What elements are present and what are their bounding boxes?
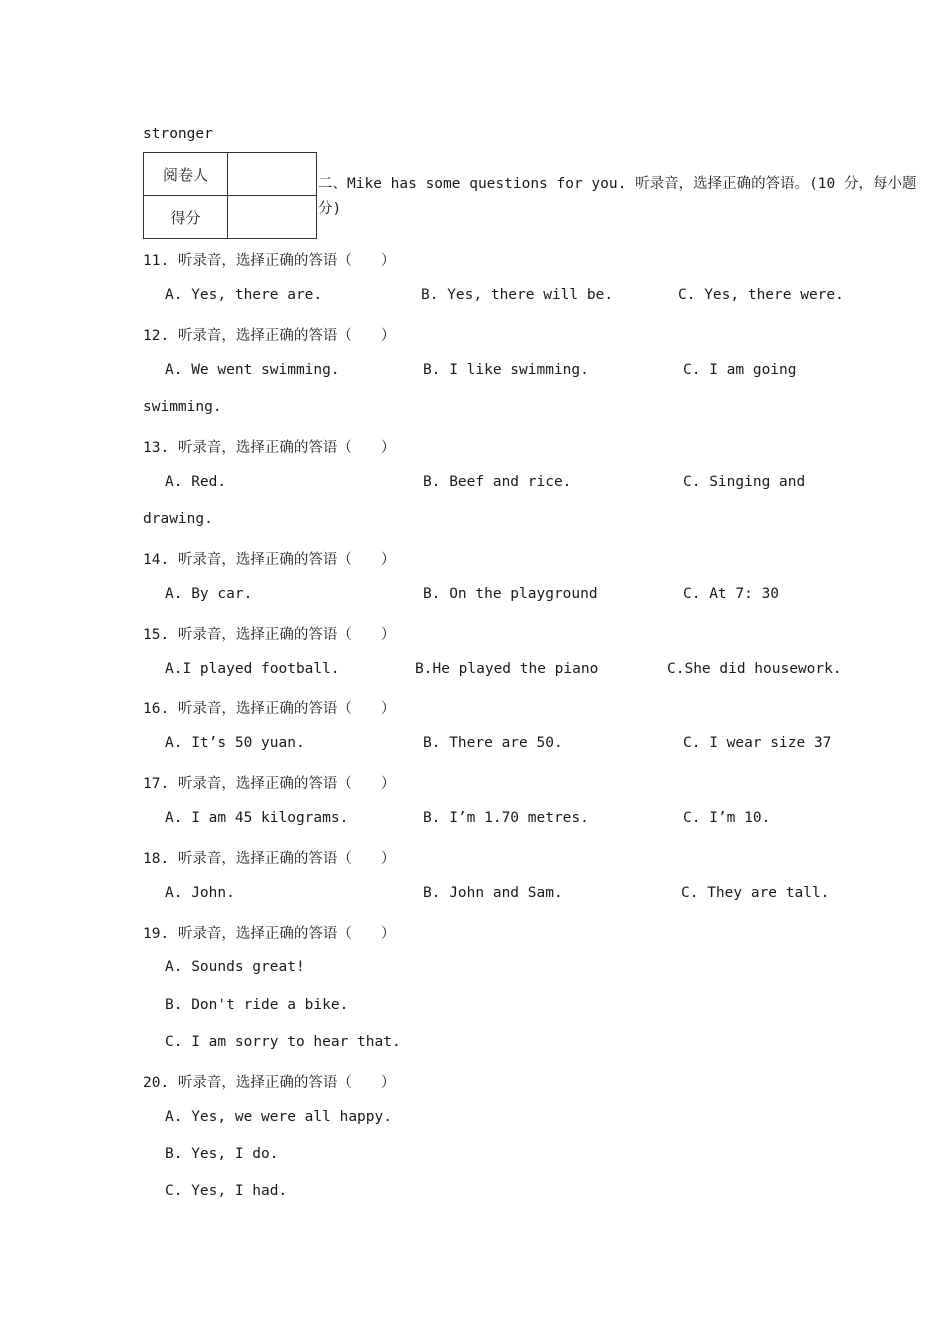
question-12-option-b: B. I like swimming. [423, 362, 589, 378]
score-table [143, 152, 317, 239]
question-12-option-c: C. I am going [683, 362, 797, 378]
question-17-option-c: C. I’m 10. [683, 810, 771, 826]
section-heading [318, 172, 943, 222]
question-18-option-a: A. John. [165, 885, 235, 901]
question-13-option-a: A. Red. [165, 474, 227, 490]
question-15-option-c: C.She did housework. [667, 661, 842, 677]
question-11-option-a: A. Yes, there are. [165, 287, 323, 303]
question-18-option-c: C. They are tall. [681, 885, 830, 901]
question-19-option-c: C. I am sorry to hear that. [165, 1034, 401, 1050]
question-20-option-c: C. Yes, I had. [165, 1183, 288, 1199]
question-14-option-a: A. By car. [165, 586, 253, 602]
question-12-stem: 12. 听录音，选择正确的答语（ ） [143, 328, 396, 344]
question-13-option-c-wrap: drawing. [143, 511, 213, 527]
question-17-stem: 17. 听录音，选择正确的答语（ ） [143, 776, 396, 792]
question-14-stem: 14. 听录音，选择正确的答语（ ） [143, 552, 396, 568]
question-20-option-b: B. Yes, I do. [165, 1146, 279, 1162]
question-20-option-a: A. Yes, we were all happy. [165, 1109, 392, 1125]
question-13-option-b: B. Beef and rice. [423, 474, 572, 490]
question-16-option-b: B. There are 50. [423, 735, 563, 751]
question-18-stem: 18. 听录音，选择正确的答语（ ） [143, 851, 396, 867]
question-12-option-a: A. We went swimming. [165, 362, 340, 378]
question-19-option-a: A. Sounds great! [165, 959, 305, 975]
question-16-option-c: C. I wear size 37 [683, 735, 832, 751]
question-16-option-a: A. It’s 50 yuan. [165, 735, 305, 751]
question-11-stem: 11. 听录音，选择正确的答语（ ） [143, 253, 396, 269]
reviewer-label: 阅卷人 [144, 153, 228, 196]
question-19-stem: 19. 听录音，选择正确的答语（ ） [143, 926, 396, 942]
section-heading-line1: 二、Mike has some questions for you. 听录音，选择正确的答语。(10 分，每小题 [318, 176, 917, 192]
score-label: 得分 [144, 196, 228, 239]
question-14-option-b: B. On the playground [423, 586, 598, 602]
question-15-stem: 15. 听录音，选择正确的答语（ ） [143, 627, 396, 643]
question-13-stem: 13. 听录音，选择正确的答语（ ） [143, 440, 396, 456]
section-heading-line2: 分) [318, 201, 342, 217]
top-fragment: stronger [143, 126, 213, 142]
question-11-option-c: C. Yes, there were. [678, 287, 844, 303]
question-11-option-b: B. Yes, there will be. [421, 287, 614, 303]
question-13-option-c: C. Singing and [683, 474, 806, 490]
question-17-option-a: A. I am 45 kilograms. [165, 810, 349, 826]
question-12-option-c-wrap: swimming. [143, 399, 222, 415]
question-15-option-a: A.I played football. [165, 661, 340, 677]
reviewer-cell [228, 153, 317, 196]
question-17-option-b: B. I’m 1.70 metres. [423, 810, 589, 826]
question-19-option-b: B. Don't ride a bike. [165, 997, 349, 1013]
question-20-stem: 20. 听录音，选择正确的答语（ ） [143, 1075, 396, 1091]
question-18-option-b: B. John and Sam. [423, 885, 563, 901]
question-16-stem: 16. 听录音，选择正确的答语（ ） [143, 701, 396, 717]
question-15-option-b: B.He played the piano [415, 661, 599, 677]
question-14-option-c: C. At 7: 30 [683, 586, 780, 602]
score-cell [228, 196, 317, 239]
